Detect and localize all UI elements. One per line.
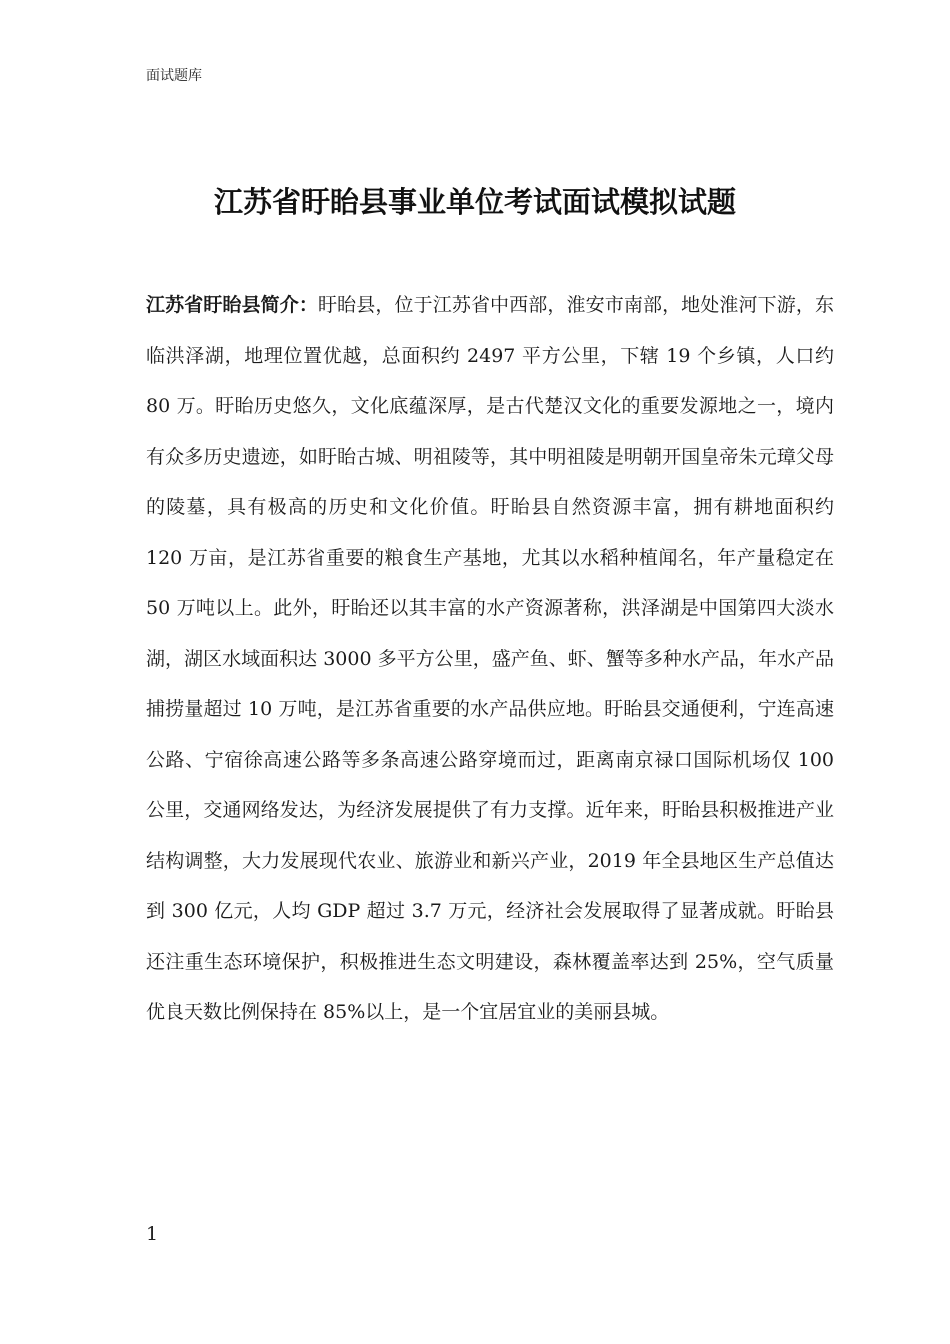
paragraph-text: 盱眙县，位于江苏省中西部，淮安市南部，地处淮河下游，东临洪泽湖，地理位置优越，总面积约 2497 平方公里，下辖 19 个乡镇，人口约 80 万。盱眙历史悠久，文化底蕴深厚，是古代楚汉文化的重要发源地之一，境内有众多历史遗迹，如盱眙古城、明祖陵等，其中明祖陵是明朝开国皇帝朱元璋父母的陵墓，具有极高的历史和文化价值。盱眙县自然资源丰富，拥有耕地面积约 120 万亩，是江苏省重要的粮食生产基地，尤其以水稻种植闻名，年产量稳定在 50 万吨以上。此外，盱眙还以其丰富的水产资源著称，洪泽湖是中国第四大淡水湖，湖区水域面积达 3000 多平方公里，盛产鱼、虾、蟹等多种水产品，年水产品捕捞量超过 10 万吨，是江苏省重要的水产品供应地。盱眙县交通便利，宁连高速公路、宁宿徐高速公路等多条高速公路穿境而过，距离南京禄口国际机场仅 100 公里，交通网络发达，为经济发展提供了有力支撑。近年来，盱眙县积极推进产业结构调整，大力发展现代农业、旅游业和新兴产业，2019 年全县地区生产总值达到 300 亿元，人均 GDP 超过 3.7 万元，经济社会发展取得了显著成就。盱眙县还注重生态环境保护，积极推进生态文明建设，森林覆盖率达到 25%，空气质量优良天数比例保持在 85%以上，是一个宜居宜业的美丽县城。 <box>146 294 834 1023</box>
page-number: 1 <box>146 1223 159 1245</box>
document-title: 江苏省盱眙县事业单位考试面试模拟试题 <box>213 185 736 219</box>
body-paragraph <box>146 280 834 1038</box>
header-label: 面试题库 <box>146 68 202 84</box>
paragraph-lead: 江苏省盱眙县简介： <box>146 294 319 316</box>
